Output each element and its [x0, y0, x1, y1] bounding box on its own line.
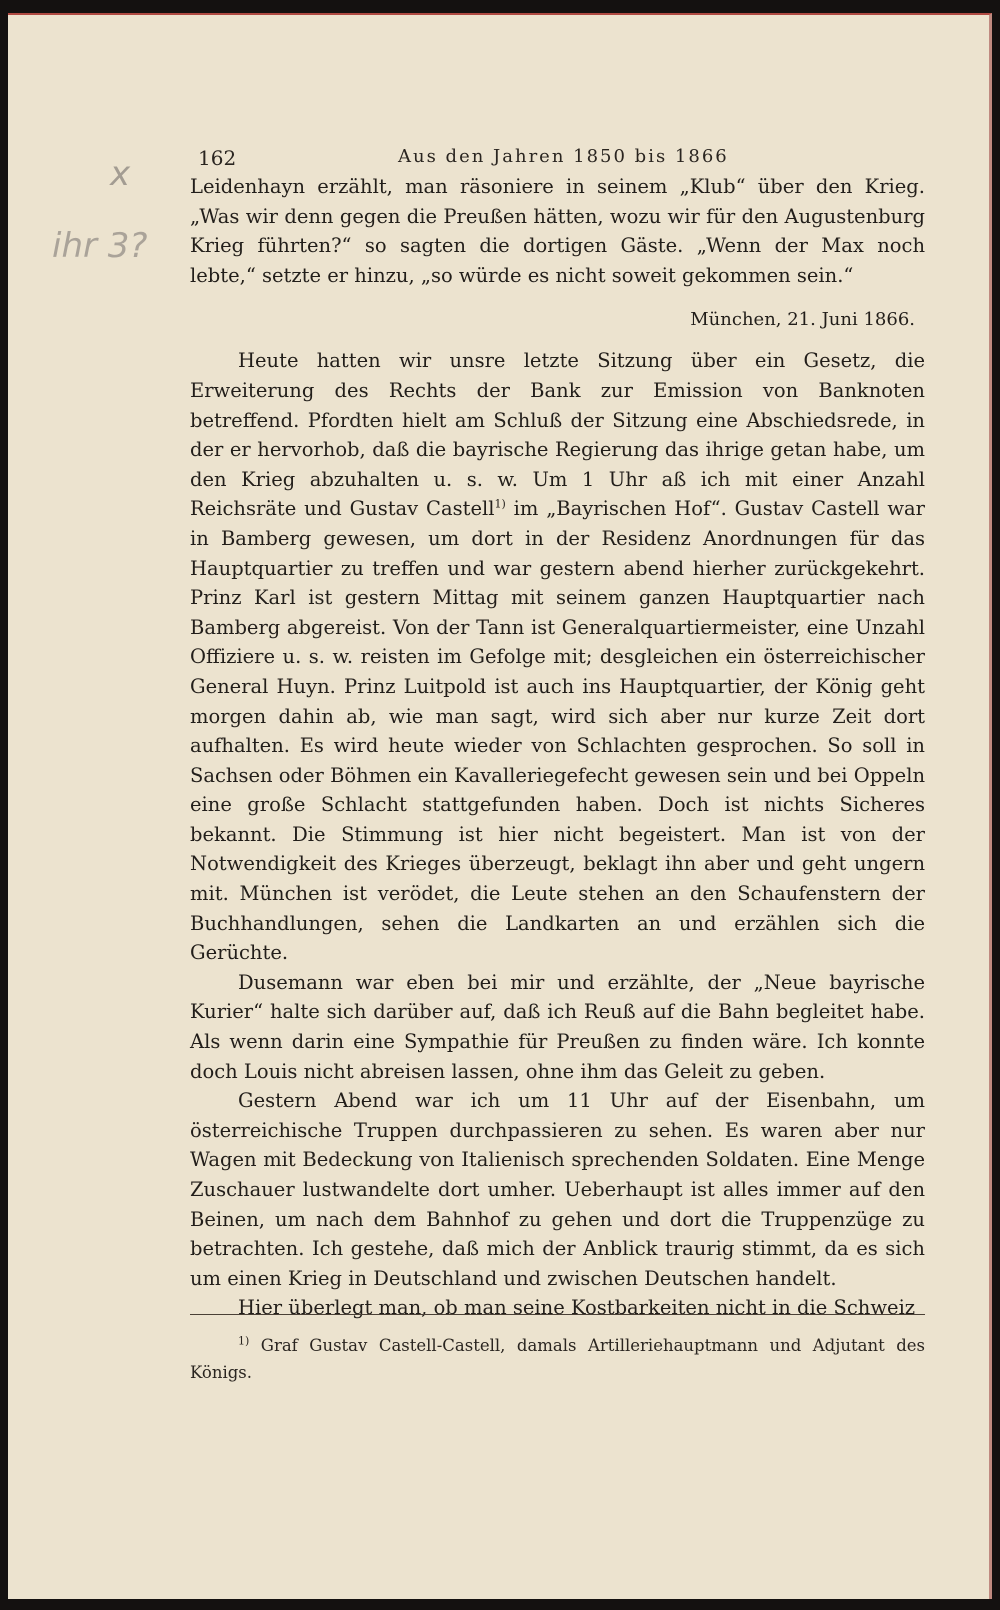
- footnote-marker: 1): [238, 1334, 250, 1348]
- running-title: Aus den Jahren 1850 bis 1866: [398, 146, 729, 167]
- page-number: 162: [198, 146, 237, 170]
- paragraph-leidenhayn: Leidenhayn erzählt, man räsoniere in seinem „Klub“ über den Krieg. „Was wir denn gegen die Preußen hätten, wozu wir für den Augustenburg Krieg führten?“ so sagten die dortigen Gäste. „Wenn der Max noch lebte,“ setzte er hinzu, „so würde es nicht soweit gekommen sein.“: [190, 175, 925, 287]
- footnote-reference: 1): [494, 497, 506, 511]
- footnote-text: Graf Gustav Castell-Castell, damals Artilleriehauptmann und Adjutant des Königs.: [190, 1336, 925, 1382]
- page-body: [190, 172, 925, 1323]
- margin-mark: x: [110, 154, 131, 194]
- paragraph-sitzung: [190, 346, 925, 967]
- margin-scribble: ihr 3?: [52, 226, 148, 266]
- paragraph-dusemann: Dusemann war eben bei mir und erzählte, der „Neue bayrische Kurier“ halte sich darüber auf, daß ich Reuß auf die Bahn begleitet habe. Als wenn darin eine Sympathie für Preußen zu finden wäre. Ich konnte doch Louis nicht abreisen lassen, ohne ihm das Geleit zu geben.: [190, 970, 925, 1083]
- paragraph-sitzung-part-2: im „Bayrischen Hof“. Gustav Castell war in Bamberg gewesen, um dort in der Residenz Anordnungen für das Hauptquartier zu treffen und war gestern abend hierher zurückgekehrt. Prinz Karl ist gestern Mittag mit seinem ganzen Hauptquartier nach Bamberg abgereist. Von der Tann ist Generalquartiermeister, eine Unzahl Offiziere u. s. w. reisten im Gefolge mit; desgleichen ein österreichischer General Huyn. Prinz Luitpold ist auch ins Hauptquartier, der König geht morgen dahin ab, wie man sagt, wird sich aber nur kurze Zeit dort aufhalten. Es wird heute wieder von Schlachten gesprochen. So soll in Sachsen oder Böhmen ein Kavalleriegefecht gewesen sein und bei Oppeln eine große Schlacht stattgefunden haben. Doch ist nichts Sicheres bekannt. Die Stimmung ist hier nicht begeistert. Man ist von der Notwendigkeit des Krieges überzeugt, beklagt ihn aber und geht ungern mit. München ist verödet, die Leute stehen an den Schaufenstern der Buchhandlungen, sehen die Landkarten an und erzählen sich die Gerüchte.: [190, 497, 925, 965]
- pencil-margin-notes: [38, 145, 178, 295]
- paragraph-sitzung-part-1: Heute hatten wir unsre letzte Sitzung über ein Gesetz, die Erweiterung des Rechts der Bank zur Emission von Banknoten betreffend. Pfordten hielt am Schluß der Sitzung eine Abschiedsrede, in der er hervorhob, daß die bayrische Regierung das ihrige getan habe, um den Krieg abzuhalten u. s. w. Um 1 Uhr aß ich mit einer Anzahl Reichsräte und Gustav Castell: [190, 349, 925, 521]
- paragraph-schweiz: Hier überlegt man, ob man seine Kostbarkeiten nicht in die Schweiz: [238, 1296, 916, 1320]
- dateline: München, 21. Juni 1866.: [690, 309, 915, 331]
- footnote: [190, 1332, 925, 1386]
- paragraph-eisenbahn: Gestern Abend war ich um 11 Uhr auf der Eisenbahn, um österreichische Truppen durchpassieren zu sehen. Es waren aber nur Wagen mit Bedeckung von Italienisch sprechenden Soldaten. Eine Menge Zuschauer lustwandelte dort umher. Ueberhaupt ist alles immer auf den Beinen, um nach dem Bahnhof zu gehen und dort die Truppenzüge zu betrachten. Ich gestehe, daß mich der Anblick traurig stimmt, da es sich um einen Krieg in Deutschland und zwischen Deutschen handelt.: [190, 1089, 925, 1290]
- footnote-rule: [190, 1314, 925, 1315]
